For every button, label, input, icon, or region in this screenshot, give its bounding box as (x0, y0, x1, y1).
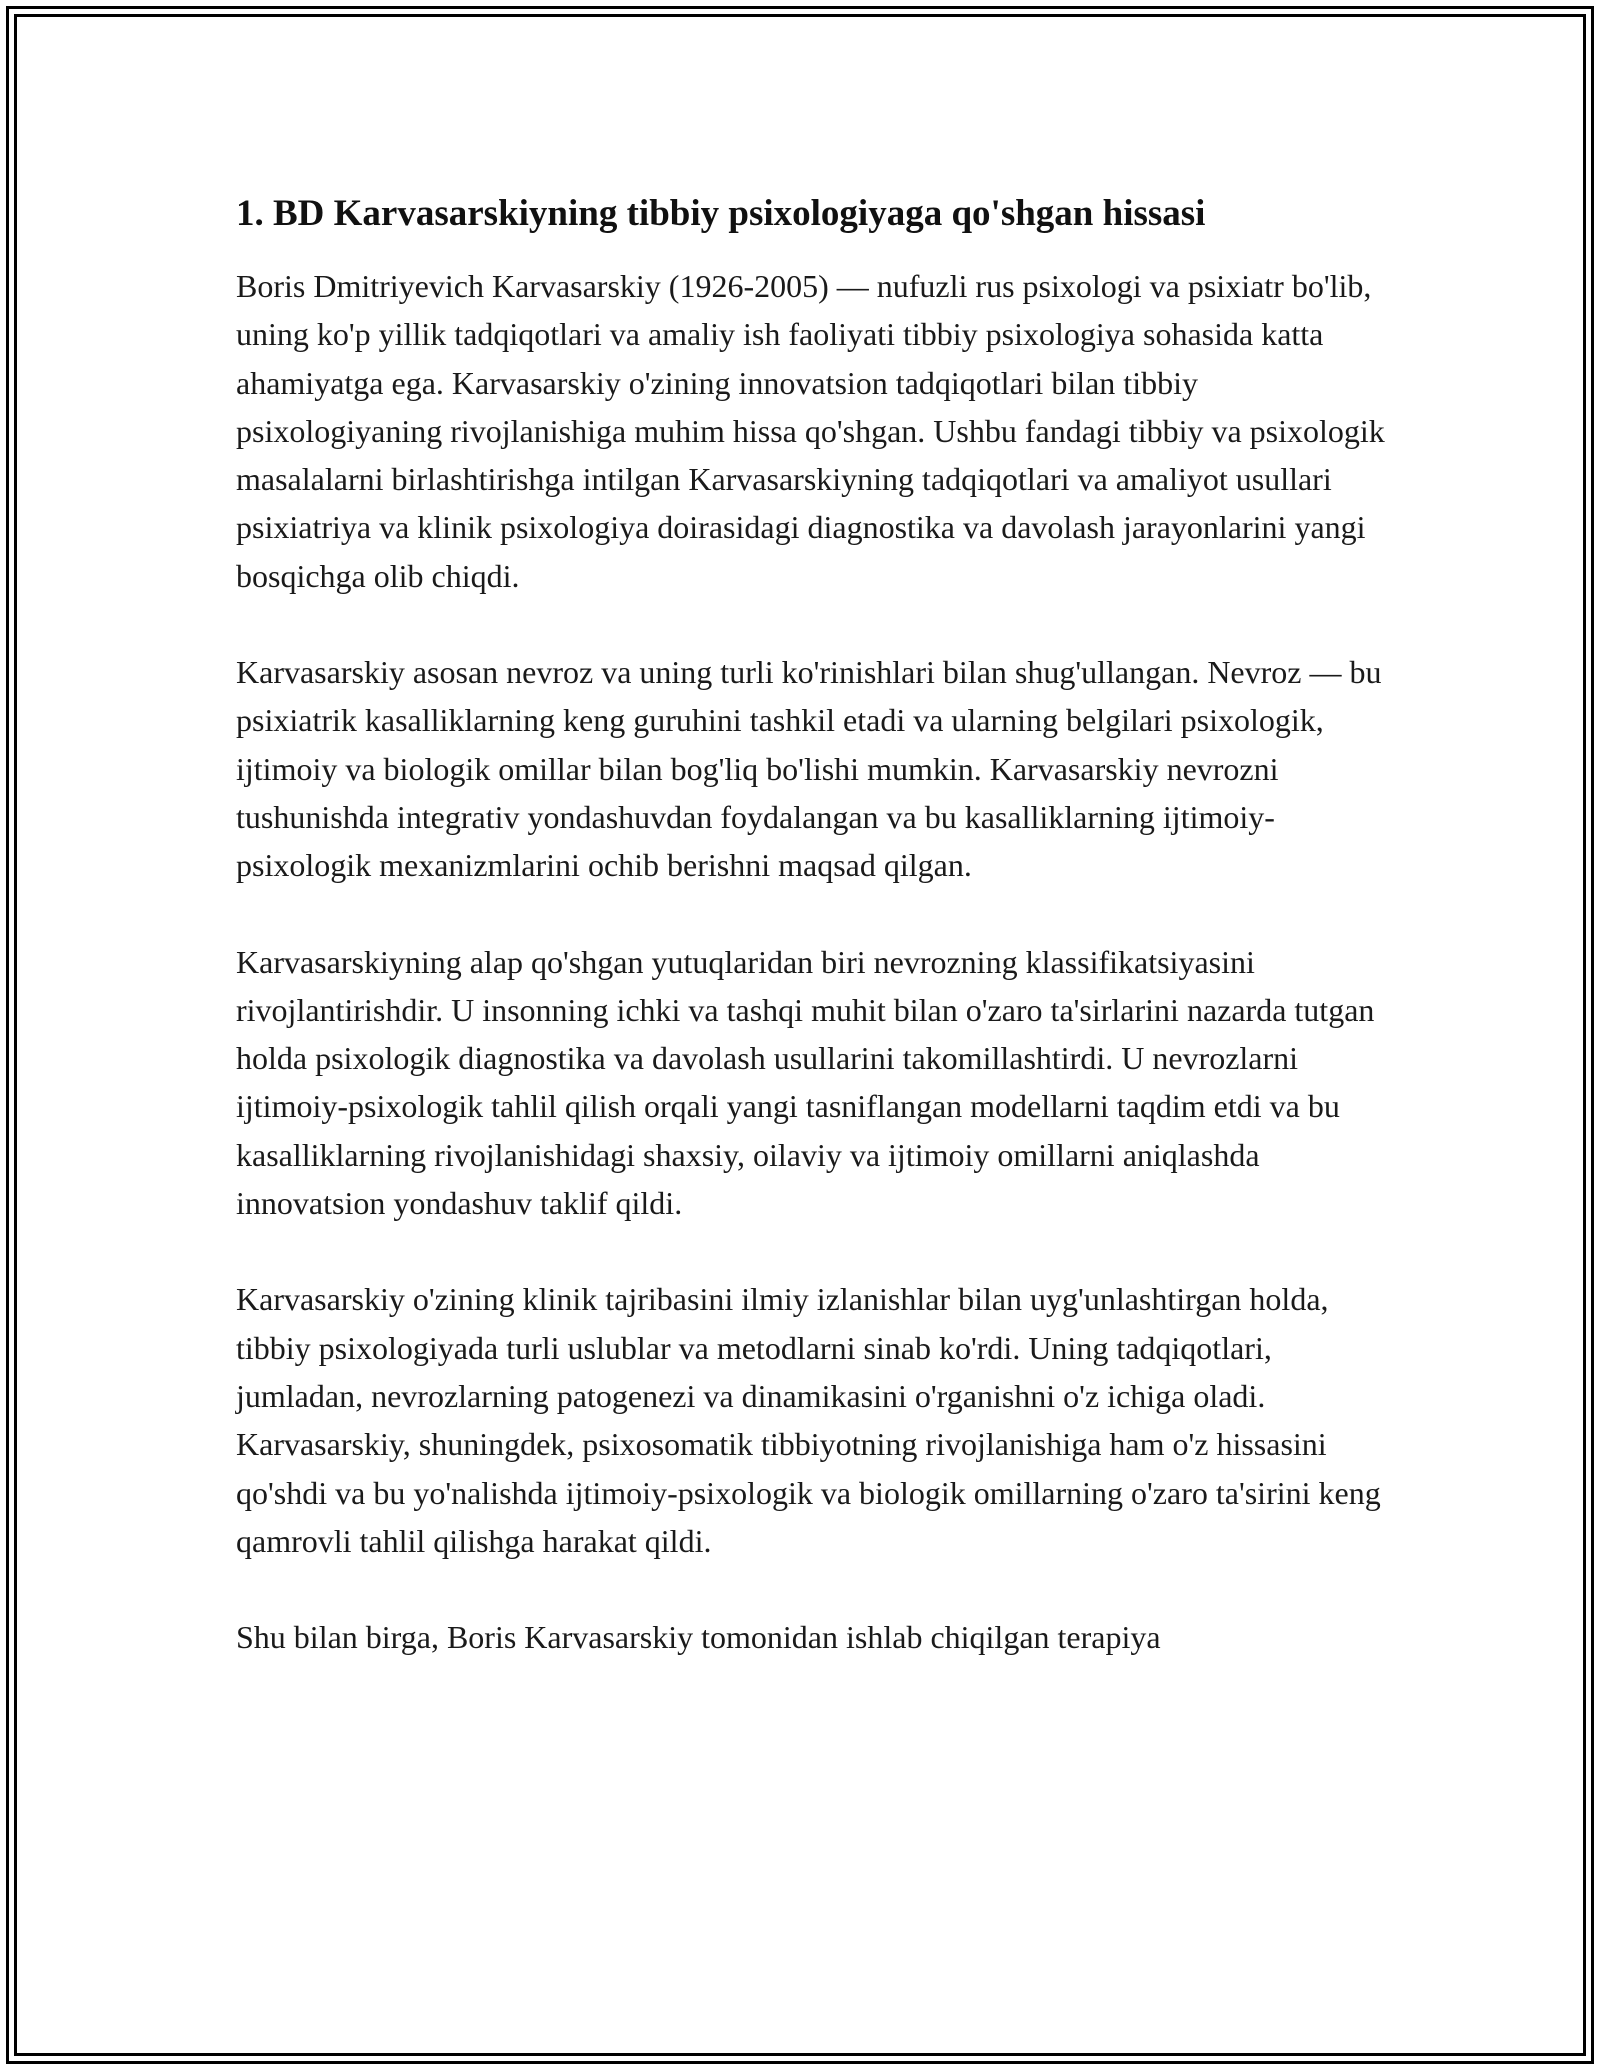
paragraph-4: Karvasarskiy o'zining klinik tajribasini ilmiy izlanishlar bilan uyg'unlashtirgan holda, tibbiy psixologiyada turli uslublar va metodlarni sinab ko'rdi. Uning tadqiqotlari, jumladan, nevrozlarning patogenezi va dinamikasini o'rganishni o'z ichiga oladi. Karvasarskiy, shuningdek, psixosomatik tibbiyotning rivojlanishiga ham o'z hissasini qo'shdi va bu yo'nalishda ijtimoiy-psixologik va biologik omillarning o'zaro ta'sirini keng qamrovli tahlil qilishga harakat qildi. (236, 1281, 1381, 1559)
paragraph-5: Shu bilan birga, Boris Karvasarskiy tomonidan ishlab chiqilgan terapiya (236, 1619, 1161, 1656)
paragraph-3: Karvasarskiyning alap qo'shgan yutuqlaridan biri nevrozning klassifikatsiyasini rivojlantirishdir. U insonning ichki va tashqi muhit bilan o'zaro ta'sirlarini nazarda tutgan holda psixologik diagnostika va davolash usullarini takomillashtirdi. U nevrozlarni ijtimoiy-psixologik tahlil qilish orqali yangi tasniflangan modellarni taqdim etdi va bu kasalliklarning rivojlanishidagi shaxsiy, oilaviy va ijtimoiy omillarni aniqlashda innovatsion yondashuv taklif qildi. (236, 943, 1375, 1222)
paragraph-2: Karvasarskiy asosan nevroz va uning turli ko'rinishlari bilan shug'ullangan. Nevroz — bu psixiatrik kasalliklarning keng guruhini tashkil etadi va ularning belgilari psixologik, ijtimoiy va biologik omillar bilan bog'liq bo'lishi mumkin. Karvasarskiy nevrozni tushunishda integrativ yondashuvdan foydalangan va bu kasalliklarning ijtimoiy-psixologik mexanizmlarini ochib berishni maqsad qilgan. (236, 654, 1382, 884)
paragraph-1: Boris Dmitriyevich Karvasarskiy (1926-2005) — nufuzli rus psixologi va psixiatr bo'lib, uning ko'p yillik tadqiqotlari va amaliy ish faoliyati tibbiy psixologiya sohasida katta ahamiyatga ega. Karvasarskiy o'zining innovatsion tadqiqotlari bilan tibbiy psixologiyaning rivojlanishiga muhim hissa qo'shgan. Ushbu fandagi tibbiy va psixologik masalalarni birlashtirishga intilgan Karvasarskiyning tadqiqotlari va amaliyot usullari psixiatriya va klinik psixologiya doirasidagi diagnostika va davolash jarayonlarini yangi bosqichga olib chiqdi. (236, 268, 1385, 594)
document-title: 1. BD Karvasarskiyning tibbiy psixologiyaga qo'shgan hissasi (236, 193, 1206, 234)
document-body (236, 186, 1386, 1709)
